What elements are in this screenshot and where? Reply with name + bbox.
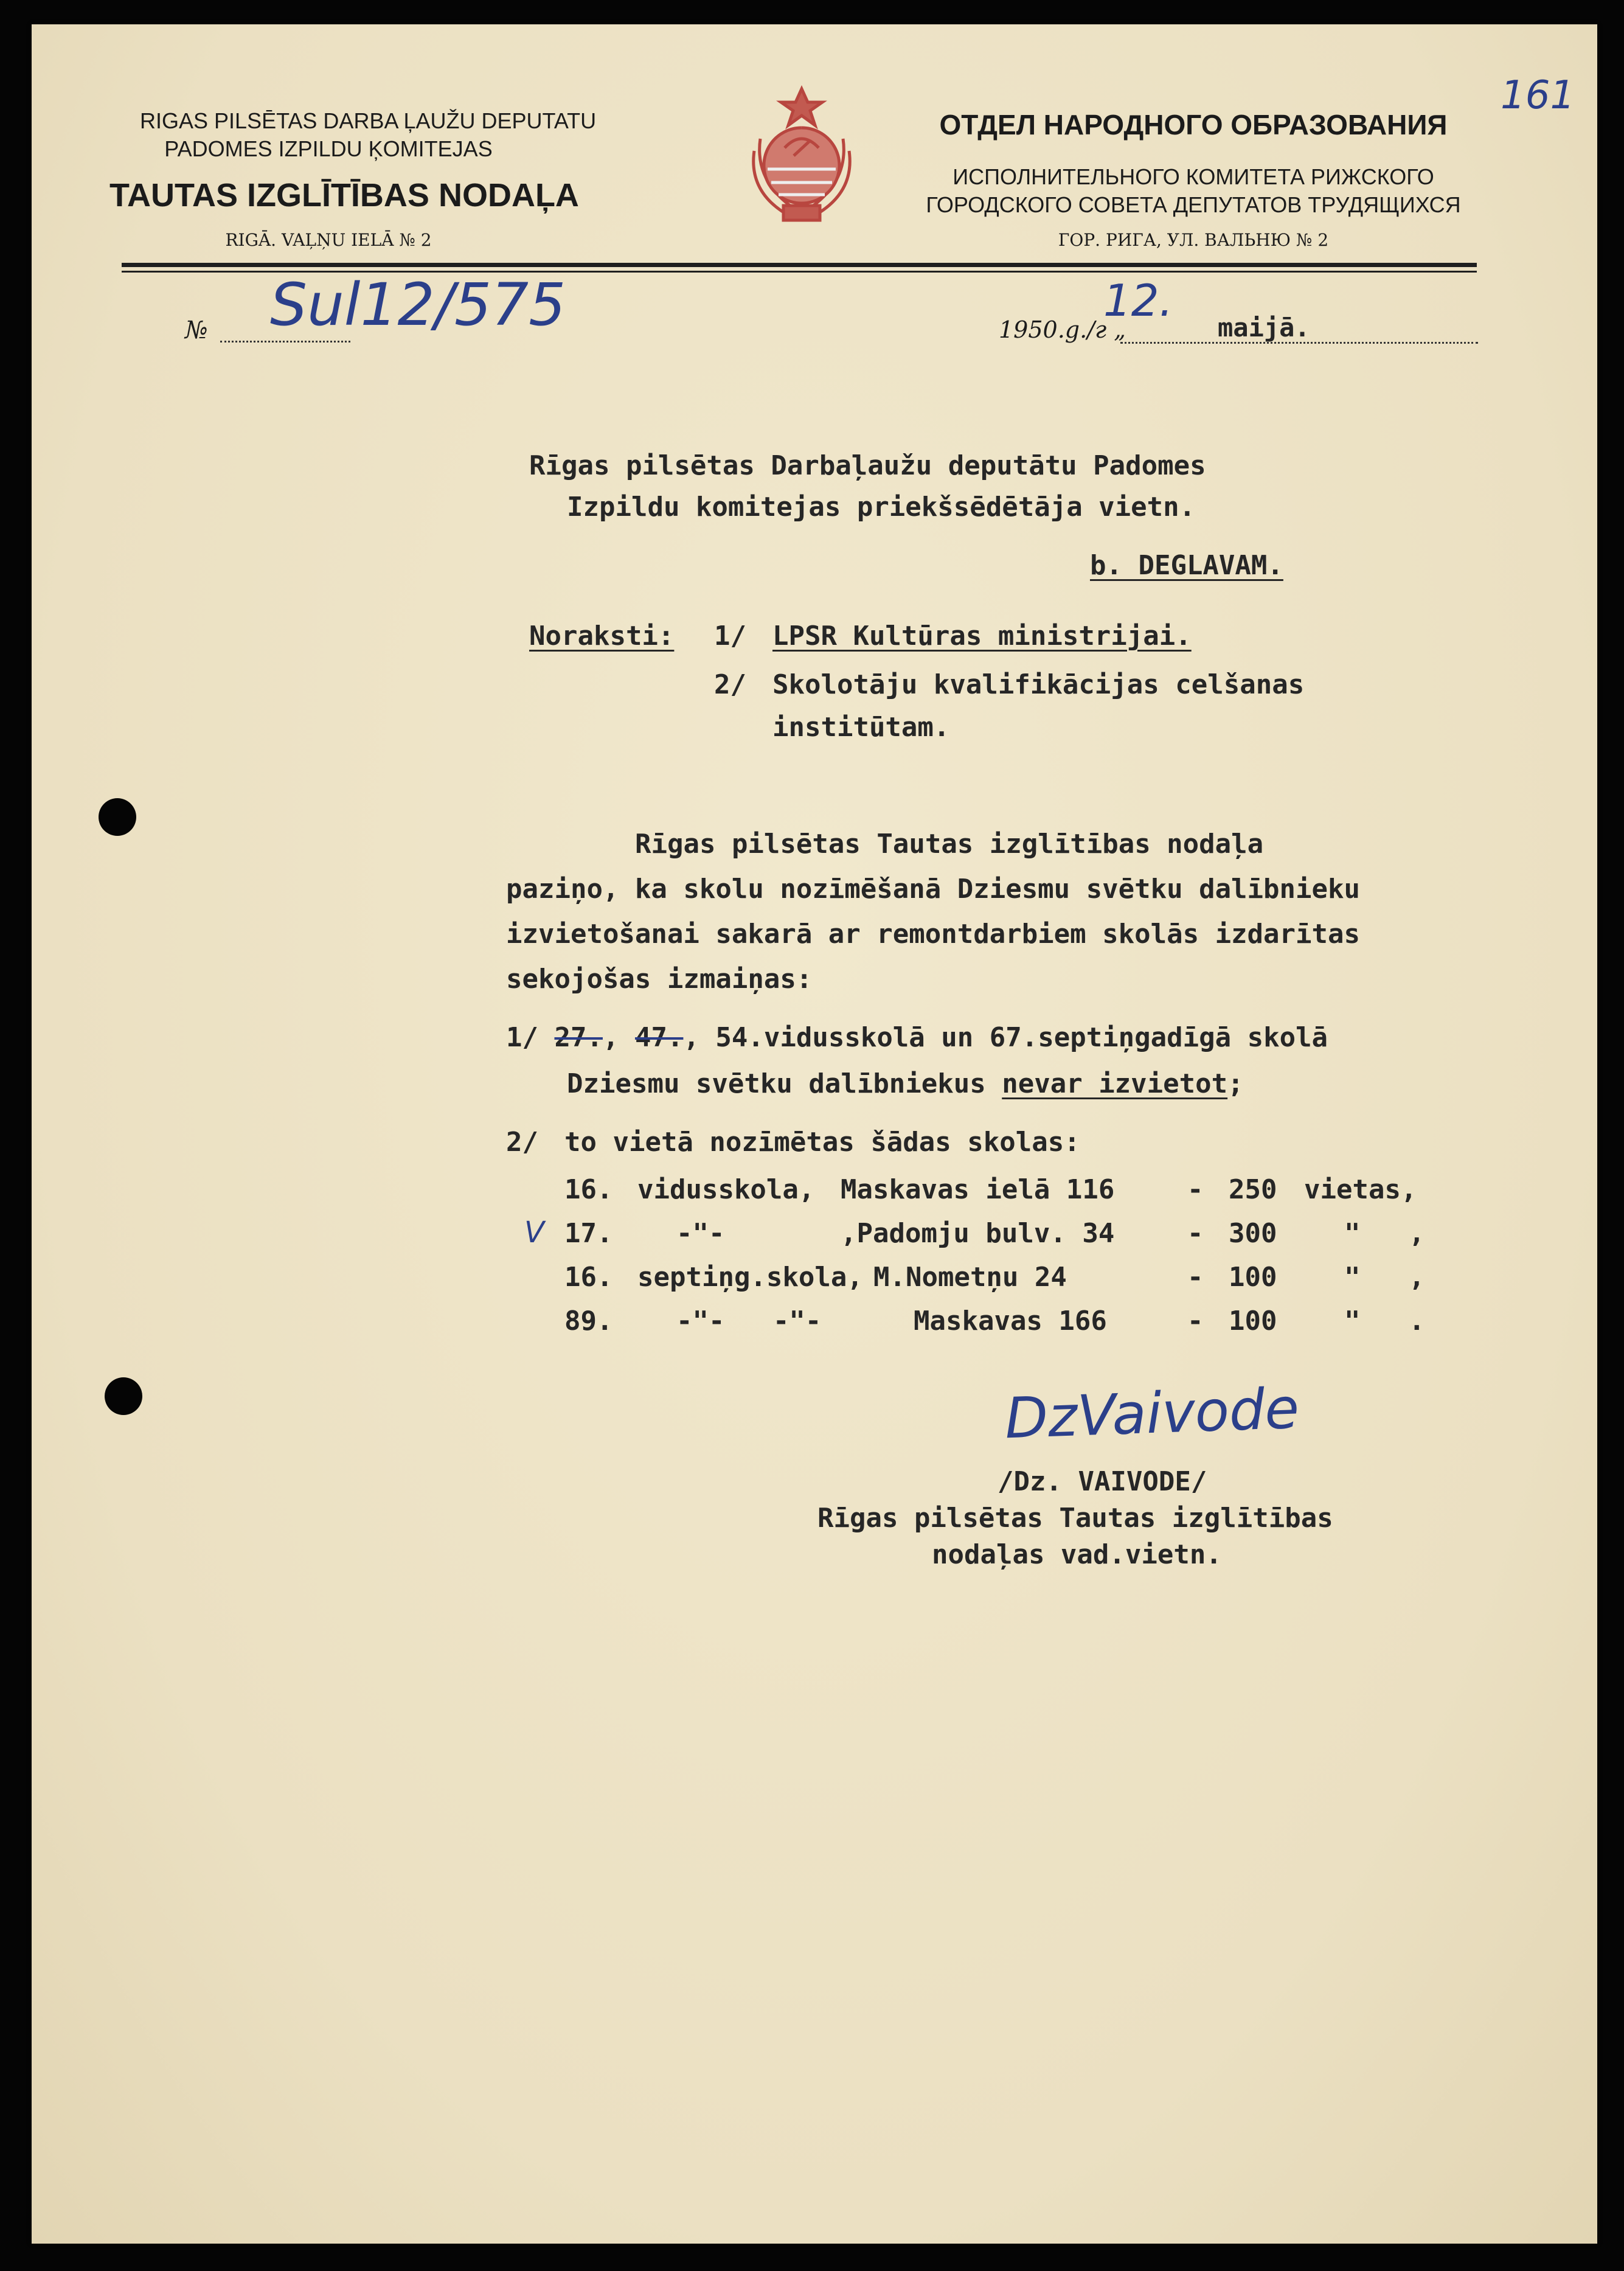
header-lv-line2: PADOMES IZPILDU ĶOMITEJAS bbox=[164, 136, 493, 161]
school-count: 100 bbox=[1229, 1306, 1277, 1337]
signature-handwritten: DzVaivode bbox=[1004, 1375, 1300, 1452]
school-type: -"- bbox=[676, 1218, 725, 1249]
school-mark: V bbox=[524, 1215, 544, 1250]
signature-title-line2: nodaļas vad.vietn. bbox=[932, 1539, 1222, 1570]
school-dash: - bbox=[1187, 1306, 1204, 1337]
ref-year-suffix: 0.g./г „ bbox=[1043, 316, 1126, 343]
school-type: septiņg.skola, bbox=[637, 1262, 863, 1293]
recipient-line1: Rīgas pilsētas Darbaļaužu deputātu Padomes bbox=[529, 450, 1206, 481]
school-dash: - bbox=[1187, 1218, 1204, 1249]
header-lv-title: TAUTAS IZGLĪTĪBAS NODAĻA bbox=[109, 177, 579, 214]
body-line3: izvietošanai sakarā ar remontdarbiem skolās izdarītas bbox=[506, 919, 1360, 950]
signature-name: /Dz. VAIVODE/ bbox=[998, 1466, 1207, 1497]
recipient-name: b. DEGLAVAM. bbox=[1090, 550, 1283, 581]
body-item2-text: to vietā nozīmētas šādas skolas: bbox=[564, 1127, 1080, 1158]
ref-number-dots bbox=[220, 341, 350, 343]
body-item1-line1: 1/ 27., 47., 54.vidusskolā un 67.septiņgadīgā skolā bbox=[506, 1022, 1328, 1053]
header-ru-title: ОТДЕЛ НАРОДНОГО ОБРАЗОВАНИЯ bbox=[939, 109, 1448, 141]
school-type: vidusskola, bbox=[637, 1174, 815, 1205]
body-item1-num: 1/ bbox=[506, 1022, 538, 1053]
school-count: 250 bbox=[1229, 1174, 1277, 1205]
copies-item1: LPSR Kultūras ministrijai. bbox=[772, 621, 1192, 652]
school-unit: " , bbox=[1344, 1262, 1425, 1293]
body-item1-struck-b: 47. bbox=[634, 1022, 684, 1053]
copies-item2-num: 2/ bbox=[714, 669, 746, 700]
school-num: 89. bbox=[564, 1306, 613, 1337]
recipient-line2: Izpildu komitejas priekšsēdētāja vietn. bbox=[567, 492, 1196, 523]
header-rule-top bbox=[122, 263, 1477, 267]
body-item1-line2-a: Dziesmu svētku dalībniekus bbox=[567, 1068, 986, 1099]
copies-item2-line1: Skolotāju kvalifikācijas celšanas bbox=[772, 669, 1305, 700]
header-ru-address: ГОР. РИГА, УЛ. ВАЛЬНЮ № 2 bbox=[1058, 230, 1329, 250]
copies-item1-num: 1/ bbox=[714, 621, 746, 652]
header-lv-line1: RIGAS PILSĒTAS DARBA ĻAUŽU DEPUTATU bbox=[140, 108, 597, 133]
school-row bbox=[32, 1215, 1552, 1254]
ref-number-label: № bbox=[185, 316, 208, 344]
header-ru-line1: ИСПОЛНИТЕЛЬНОГО КОМИТЕТА РИЖСКОГО bbox=[953, 164, 1434, 189]
body-item1-struck-a: 27. bbox=[554, 1022, 603, 1053]
school-row bbox=[32, 1262, 1552, 1298]
ref-month: maijā. bbox=[1218, 313, 1310, 343]
body-item2-num: 2/ bbox=[506, 1127, 538, 1158]
school-num: 17. bbox=[564, 1218, 613, 1249]
emblem-icon bbox=[736, 78, 867, 230]
ref-day: 12. bbox=[1103, 275, 1173, 326]
school-count: 100 bbox=[1229, 1262, 1277, 1293]
punch-hole-bottom bbox=[105, 1377, 142, 1415]
archive-number: 161 bbox=[1501, 73, 1575, 118]
school-unit: " , bbox=[1344, 1218, 1425, 1249]
signature-title-line1: Rīgas pilsētas Tautas izglītības bbox=[817, 1503, 1333, 1534]
copies-item2-line2: institūtam. bbox=[772, 712, 950, 743]
school-num: 16. bbox=[564, 1262, 613, 1293]
body-item1-rest: , 54.vidusskolā un 67.septiņgadīgā skolā bbox=[683, 1022, 1328, 1053]
body-item1-line2-b: nevar izvietot bbox=[1002, 1068, 1228, 1099]
school-address: M.Nometņu 24 bbox=[873, 1262, 1067, 1293]
school-unit: " . bbox=[1344, 1306, 1425, 1337]
copies-label: Noraksti: bbox=[529, 621, 675, 652]
body-item1-line2 bbox=[567, 1068, 1244, 1099]
school-unit: vietas, bbox=[1304, 1174, 1417, 1205]
body-item1-line2-c: ; bbox=[1227, 1068, 1244, 1099]
school-num: 16. bbox=[564, 1174, 613, 1205]
punch-hole-top bbox=[99, 798, 136, 836]
body-line1: Rīgas pilsētas Tautas izglītības nodaļa bbox=[635, 829, 1264, 860]
ref-year-prefix: 195 bbox=[999, 316, 1043, 343]
school-row bbox=[32, 1306, 1552, 1342]
school-type: -"- -"- bbox=[676, 1306, 822, 1337]
body-line2: paziņo, ka skolu nozīmēšanā Dziesmu svētku dalībnieku bbox=[506, 874, 1360, 905]
school-dash: - bbox=[1187, 1174, 1204, 1205]
document-page bbox=[32, 24, 1597, 2244]
school-dash: - bbox=[1187, 1262, 1204, 1293]
ref-number-value: Sul12/575 bbox=[270, 271, 566, 339]
school-row bbox=[32, 1174, 1552, 1211]
header-lv-address: RIGĀ. VAĻŅU IELĀ № 2 bbox=[225, 230, 432, 250]
school-address: Maskavas ielā 116 bbox=[841, 1174, 1115, 1205]
school-address: ,Padomju bulv. 34 bbox=[841, 1218, 1115, 1249]
body-line4: sekojošas izmaiņas: bbox=[506, 964, 813, 995]
header-ru-line2: ГОРОДСКОГО СОВЕТА ДЕПУТАТОВ ТРУДЯЩИХСЯ bbox=[926, 192, 1461, 217]
school-count: 300 bbox=[1229, 1218, 1277, 1249]
school-address: Maskavas 166 bbox=[914, 1306, 1107, 1337]
